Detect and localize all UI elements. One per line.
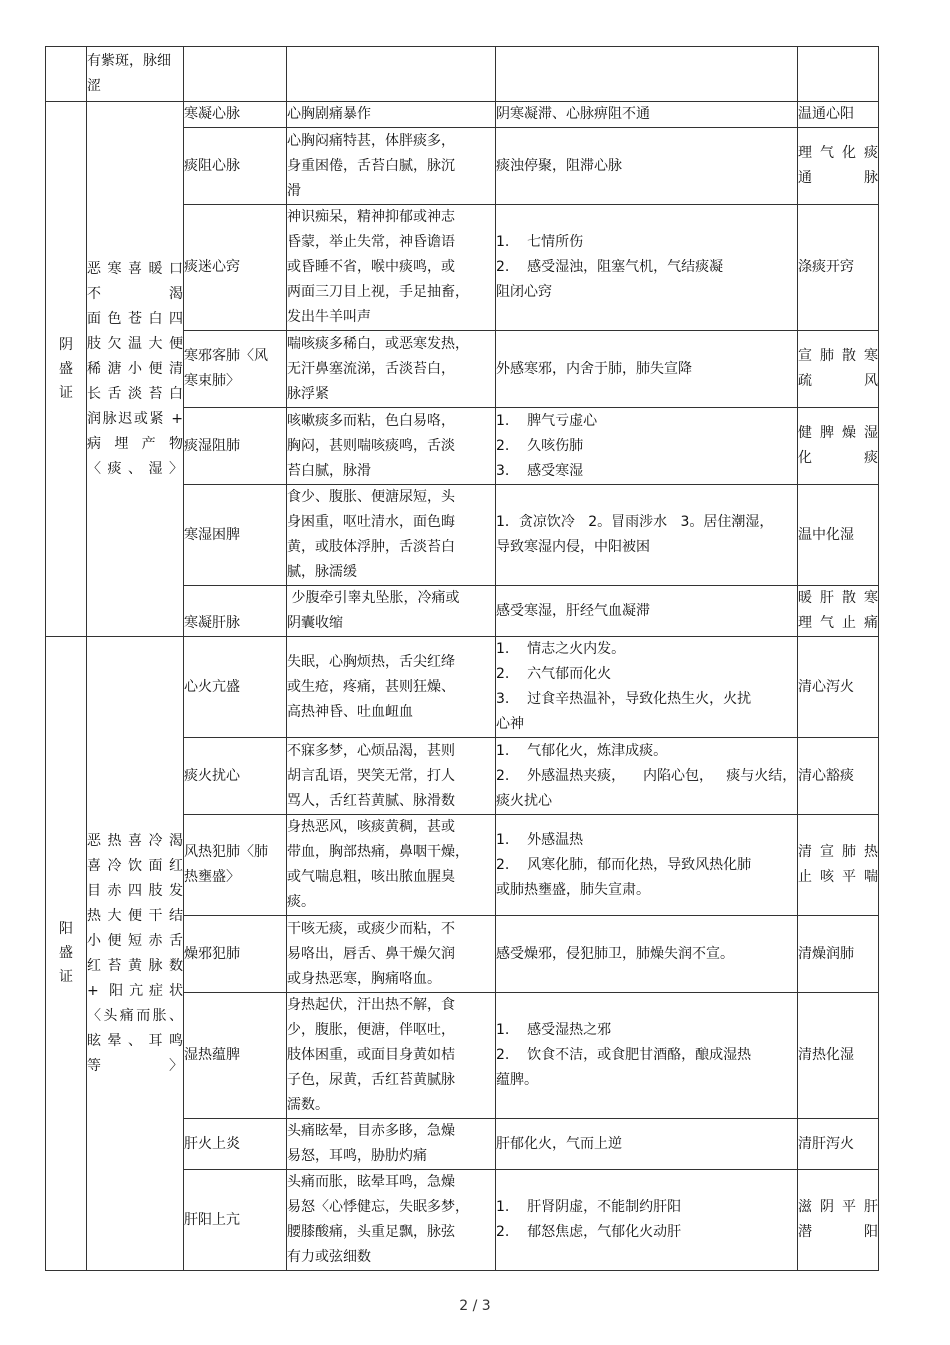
treatment-cell [798, 47, 879, 102]
cause-cell [496, 47, 798, 102]
cell-line: 或生疮，疼痛，甚则狂燥、 [287, 678, 455, 695]
cell-line: 昏蒙，举止失常，神昏谵语 [287, 234, 455, 250]
cell-line: 寒邪客肺〈风 [184, 348, 268, 364]
cause-cell [496, 205, 798, 331]
cell-line: 滋 阴 平 肝 [798, 1199, 878, 1215]
cell-line: 心胸剧痛暴作 [287, 106, 371, 122]
cell-line: 导致寒湿内侵，中阳被困 [496, 539, 650, 555]
symptom-cell [287, 102, 496, 128]
pattern-cell [184, 331, 287, 408]
cell-line: 1. 七情所伤 [496, 234, 584, 250]
section-name-cell [46, 637, 87, 1271]
cell-line: 喜冷饮面红 [87, 857, 183, 874]
cell-line: 痰阻心脉 [184, 157, 240, 174]
cell-line: 或昏睡不省，喉中痰鸣，或 [287, 259, 455, 275]
pattern-cell [184, 47, 287, 102]
cell-line: 2. 久咳伤肺 [496, 437, 584, 454]
cell-line: 蕴脾。 [496, 1072, 538, 1088]
cause-cell [496, 738, 798, 815]
sign-line: 有紫斑，脉细 [87, 53, 171, 69]
cell-line: 1．贪凉饮冷 2。冒雨涉水 3。居住潮湿， [496, 514, 774, 530]
cause-cell [496, 586, 798, 637]
pattern-cell [184, 993, 287, 1119]
cell-line: 头痛而胀，眩晕耳鸣，急燥 [287, 1174, 455, 1190]
treatment-cell [798, 1119, 879, 1170]
cell-line: 痰浊停聚，阻滞心脉 [496, 157, 622, 174]
cell-line: 身热起伏，汗出热不解，食 [287, 997, 455, 1013]
cell-line: 不渴 [87, 285, 183, 302]
cell-line: 腻，脉濡缓 [287, 564, 357, 580]
cause-cell [496, 408, 798, 485]
cell-line: 黄，或肢体浮肿，舌淡苔白 [287, 539, 455, 555]
cell-line: 暖 肝 散 寒 [798, 590, 878, 606]
pattern-cell [184, 586, 287, 637]
cell-line: 恶寒喜暖口 [87, 260, 183, 277]
cell-line: 寒束肺〉 [184, 373, 240, 389]
pattern-cell [184, 128, 287, 205]
cell-line: 宣 肺 散 寒 [798, 348, 878, 364]
cell-line: 或身热恶寒，胸痛咯血。 [287, 970, 441, 987]
cell-line: 疏风 [798, 373, 878, 389]
cell-line: 热大便干结 [87, 907, 183, 924]
cell-line: 1. 脾气亏虚心 [496, 412, 598, 429]
cell-line: 子色，尿黄，舌红苔黄腻脉 [287, 1072, 455, 1088]
pattern-cell [184, 205, 287, 331]
cell-line: 理气止痛 [798, 615, 878, 631]
cell-line: 骂人，舌红苔黄腻、脉滑数 [287, 792, 455, 809]
cell-line: 热壅盛〉 [184, 869, 240, 885]
table-row [46, 102, 879, 128]
cell-line: 少，腹胀，便溏，伴呕吐， [287, 1022, 455, 1038]
symptom-cell [287, 586, 496, 637]
cell-line: 1. 情志之火内发。 [496, 641, 626, 657]
cell-line: 3. 感受寒湿 [496, 462, 584, 479]
cell-line: 或气喘息粗，咳出脓血腥臭 [287, 869, 455, 885]
cell-line: 3. 过食辛热温补，导致化热生火，火扰 [496, 691, 752, 707]
pattern-cell [184, 1119, 287, 1170]
symptom-cell [287, 738, 496, 815]
cell-line: 涤痰开窍 [798, 259, 854, 275]
cell-line: 干咳无痰，或痰少而粘，不 [287, 920, 455, 937]
cell-line: 易咯出，唇舌、鼻干燥欠润 [287, 945, 455, 962]
cell-line: 两面三刀目上视，手足抽畜， [287, 284, 469, 300]
cell-line: 清肝泻火 [798, 1135, 854, 1152]
cell-line: 心火亢盛 [184, 678, 240, 695]
cell-line: 喘咳痰多稀白，或恶寒发热， [287, 335, 469, 352]
cell-line: 神识痴呆，精神抑郁或神志 [287, 209, 455, 225]
cell-line: 苔白腻，脉滑 [287, 462, 371, 479]
cell-line: 有力或弦细数 [287, 1249, 371, 1265]
section-name-char: 盛 [59, 360, 73, 377]
treatment-cell [798, 815, 879, 916]
cell-line: 阴寒凝滞、心脉痹阻不通 [496, 106, 650, 122]
cell-line: 或肺热壅盛，肺失宣肃。 [496, 881, 650, 898]
symptom-cell [287, 637, 496, 738]
cell-line: 温中化湿 [798, 526, 854, 543]
cell-line: 小便短赤舌 [87, 932, 183, 949]
section-name-char: 盛 [59, 945, 73, 961]
symptom-cell [287, 916, 496, 993]
cell-line: 2. 饮食不洁，或食肥甘酒酪，酿成湿热 [496, 1047, 752, 1063]
symptom-cell [287, 128, 496, 205]
cell-line: 寒湿困脾 [184, 526, 240, 543]
cell-line: 易怒，耳鸣，胁肋灼痛 [287, 1148, 427, 1164]
cause-cell [496, 815, 798, 916]
treatment-cell [798, 128, 879, 205]
cell-line: 阴囊收缩 [287, 615, 343, 631]
symptom-cell [287, 1119, 496, 1170]
section-name-char: 证 [59, 384, 73, 401]
cell-line: 肢欠温大便 [87, 335, 183, 352]
cell-line: 2. 外感温热夹痰， 内陷心包， 痰与火结， [496, 767, 797, 784]
cell-line: 面色苍白四 [87, 310, 183, 327]
cell-line: 红苔黄脉数 [87, 957, 183, 974]
cell-line: 寒凝肝脉 [184, 615, 240, 631]
cell-line: 寒凝心脉 [184, 106, 240, 122]
pattern-cell [184, 1170, 287, 1271]
treatment-cell [798, 485, 879, 586]
pattern-cell [184, 485, 287, 586]
cell-line: 阻闭心窍 [496, 284, 552, 300]
pattern-cell [184, 408, 287, 485]
cause-cell [496, 637, 798, 738]
section-name [58, 917, 74, 989]
cell-line: 无汗鼻塞流涕，舌淡苔白， [287, 360, 455, 377]
cause-cell [496, 331, 798, 408]
cell-line: 2. 风寒化肺，郁而化热，导致风热化肺 [496, 856, 752, 873]
cell-line: 燥邪犯肺 [184, 945, 240, 962]
cause-cell [496, 993, 798, 1119]
cell-line: 身困重，呕吐清水，面色晦 [287, 514, 455, 530]
section-name-char: 阳 [59, 921, 73, 937]
cell-line: 头痛眩晕，目赤多眵，急燥 [287, 1123, 455, 1139]
cause-cell [496, 128, 798, 205]
page-number: 2 / 3 [459, 1298, 491, 1314]
cell-line: 目赤四肢发 [87, 882, 183, 899]
cell-line: 眩 晕 、 耳 鸣 [87, 1032, 183, 1049]
cell-line: 心神 [496, 716, 524, 732]
cell-line: 止咳平喘 [798, 869, 878, 885]
cell-line: 2. 感受湿浊，阻塞气机，气结痰凝 [496, 259, 724, 275]
symptom-cell [287, 408, 496, 485]
cell-line: 感受寒湿，肝经气血凝滞 [496, 602, 650, 619]
cell-line: 外感寒邪，内舍于肺，肺失宣降 [496, 360, 692, 377]
symptom-cell [287, 47, 496, 102]
section-name [58, 333, 74, 405]
cause-cell [496, 485, 798, 586]
section-name-cell [46, 102, 87, 637]
cell-line: 1. 肝肾阴虚，不能制约肝阳 [496, 1199, 682, 1215]
cell-line: 清 宣 肺 热 [798, 844, 878, 860]
sign-cell [87, 637, 184, 1271]
cell-line: 稀溏小便清 [87, 360, 183, 377]
cell-line: 润脉迟或紧 + [87, 410, 183, 427]
cause-cell [496, 1119, 798, 1170]
cell-line: 等〉 [87, 1057, 183, 1074]
pattern-cell [184, 738, 287, 815]
cell-line: 〈头痛而胀、 [87, 1007, 183, 1024]
cell-line: 痰火扰心 [184, 767, 240, 784]
cell-line: 2. 郁怒焦虑，气郁化火动肝 [496, 1224, 682, 1240]
cell-line: 1. 感受湿热之邪 [496, 1022, 612, 1038]
sign-cell [87, 47, 184, 102]
cell-line: 失眠，心胸烦热，舌尖红绛 [287, 653, 455, 670]
sign-cell [87, 102, 184, 637]
cell-line: 1. 外感温热 [496, 831, 584, 848]
cell-line: 清心泻火 [798, 678, 854, 695]
cell-line: 濡数。 [287, 1097, 329, 1113]
cell-line: 胡言乱语，哭笑无常，打人 [287, 767, 455, 784]
cell-line: 心胸闷痛特甚，体胖痰多， [287, 132, 455, 149]
cell-line: 1. 气郁化火，炼津成痰。 [496, 742, 668, 759]
pattern-cell [184, 637, 287, 738]
cell-line: 潜阳 [798, 1224, 878, 1240]
treatment-cell [798, 331, 879, 408]
cell-line: 温通心阳 [798, 106, 854, 122]
cause-cell [496, 102, 798, 128]
cell-line: 胸闷，甚则喘咳痰鸣，舌淡 [287, 437, 455, 454]
treatment-cell [798, 586, 879, 637]
treatment-cell [798, 916, 879, 993]
treatment-cell [798, 993, 879, 1119]
cell-line: 清心豁痰 [798, 767, 854, 784]
cell-line: 高热神昏、吐血衄血 [287, 703, 413, 720]
table-row [46, 637, 879, 738]
cell-line: 感受燥邪，侵犯肺卫，肺燥失润不宣。 [496, 945, 734, 962]
pattern-cell [184, 815, 287, 916]
cell-line: 带血，胸部热痛，鼻咽干燥， [287, 844, 469, 860]
cause-cell [496, 1170, 798, 1271]
section-name-char: 证 [59, 969, 73, 985]
treatment-cell [798, 408, 879, 485]
cell-line: 肢体困重，或面目身黄如桔 [287, 1047, 455, 1063]
cell-line: 少腹牵引睾丸坠胀，冷痛或 [287, 590, 460, 606]
sign-line: 涩 [87, 78, 101, 94]
cell-line: 肝火上炎 [184, 1135, 240, 1152]
symptom-cell [287, 485, 496, 586]
cell-line: 理 气 化 痰 [798, 145, 878, 161]
treatment-cell [798, 637, 879, 738]
symptom-cell [287, 815, 496, 916]
cell-line: 易怒〈心悸健忘，失眠多梦， [287, 1199, 469, 1215]
cell-line: 咳嗽痰多而粘，色白易咯， [287, 412, 455, 429]
table-row-continued [46, 47, 879, 102]
cell-line: 食少、腹胀、便溏尿短，头 [287, 489, 455, 505]
cell-line: 2. 六气郁而化火 [496, 666, 612, 682]
treatment-cell [798, 1170, 879, 1271]
cell-line: 痰湿阻肺 [184, 437, 240, 454]
cell-line: 肝阳上亢 [184, 1211, 240, 1228]
treatment-cell [798, 738, 879, 815]
cell-line: 风热犯肺〈肺 [184, 844, 268, 860]
cell-line: 不寐多梦，心烦品渴，甚则 [287, 742, 455, 759]
treatment-cell [798, 205, 879, 331]
cell-line: + 阳亢症状 [87, 982, 183, 999]
section-name-char: 阴 [59, 336, 73, 353]
cell-line: 痰。 [287, 894, 315, 910]
pattern-cell [184, 916, 287, 993]
symptom-cell [287, 331, 496, 408]
cell-line: 长舌淡苔白 [87, 385, 183, 402]
cell-line: 身重困倦，舌苔白腻，脉沉 [287, 157, 455, 174]
cell-line: 脉浮紧 [287, 385, 329, 402]
cell-line: 恶热喜冷渴 [87, 832, 183, 849]
symptom-cell [287, 205, 496, 331]
cell-line: 发出牛羊叫声 [287, 309, 371, 325]
cause-cell [496, 916, 798, 993]
symptom-cell [287, 1170, 496, 1271]
treatment-cell [798, 102, 879, 128]
cell-line: 清热化湿 [798, 1047, 854, 1063]
section-name-cell [46, 47, 87, 102]
cell-line: 通脉 [798, 170, 878, 186]
pattern-cell [184, 102, 287, 128]
cell-line: 化痰 [798, 450, 878, 466]
cell-line: 身热恶风，咳痰黄稠，甚或 [287, 819, 455, 835]
cell-line: 痰火扰心 [496, 792, 552, 809]
cell-line: 肝郁化火，气而上逆 [496, 1135, 622, 1152]
cell-line: 痰迷心窍 [184, 259, 240, 275]
cell-line: 湿热蕴脾 [184, 1047, 240, 1063]
cell-line: 〈痰、湿〉 [87, 460, 183, 477]
cell-line: 健 脾 燥 湿 [798, 425, 878, 441]
cell-line: 滑 [287, 182, 301, 199]
cell-line: 腰膝酸痛，头重足飘，脉弦 [287, 1224, 455, 1240]
cell-line: 清燥润肺 [798, 945, 854, 962]
syndrome-table [45, 46, 879, 1271]
cell-line: 病 埋 产 物 [87, 435, 183, 452]
symptom-cell [287, 993, 496, 1119]
